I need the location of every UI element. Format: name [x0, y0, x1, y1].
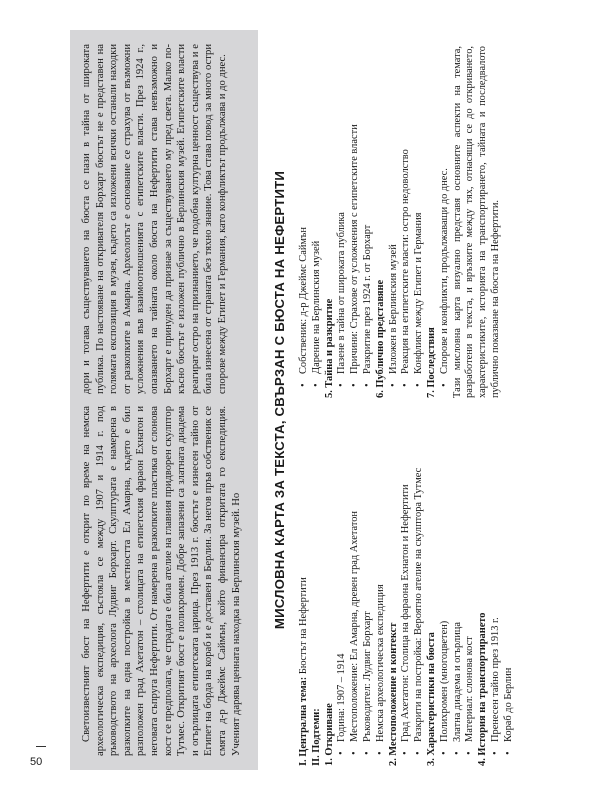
list-item: • Местоположение: Ел Амарна, древен град Ахетатон — [349, 414, 362, 766]
closing-paragraph: Тази мисловна карта визуално представя основните аспекти на темата, разработени в текста, и връзките между тях, отнасящи се до откриването, характеристиките, историята на транспортирането, тайната и последвалото публично показване на бюста на Нефертити. — [451, 46, 501, 398]
list-item: • Пазене в тайна от широката публика — [336, 46, 349, 398]
section-heading: 5. Тайна и разкритие — [323, 298, 335, 398]
page-number: 50 — [30, 756, 43, 768]
section-heading: 2. Местоположение и контекст — [387, 622, 399, 766]
central-topic-label: I. Централна тема: — [298, 676, 309, 766]
list-item: • Златна диадема и огърлица — [452, 414, 465, 766]
list-item: • Материал: слонова кост — [464, 414, 477, 766]
box-column-left — [80, 406, 243, 756]
text-box — [70, 30, 258, 770]
central-topic — [298, 414, 311, 766]
section-heading: 4. История на транспортирането — [477, 612, 489, 766]
list-item: • Спорове и конфликти, продължаващи до днес. — [439, 46, 452, 398]
mind-map-title: МИСЛОВНА КАРТА ЗА ТЕКСТА, СВЪРЗАН С БЮСТА НА НЕФЕРТИТИ — [272, 170, 287, 630]
mind-map-column-left — [298, 414, 516, 766]
page-rule — [36, 746, 46, 747]
box-paragraph-right: дори и тогава съществуването на бюста се пази в тайна от широката публика. По настояване на откривателя Борхарт бюстът не е представен на голямата експозиция в музея, където са изложени всички останали находки от разкопките в Амарна. Археологът е основание се страхува от възможни усложнения във взаимоотношенията с египетските власти. През 1924 г., опазването на тайната около бюста на Нефертити става невъзможно и Борхарт е принуден да признае за съществуването му пред света. Малко по-късно бюстът е изложен публично в Берлинския музей. Египетските власти реагират остро на признанието, че подобна културна ценност съществува и е била изнесена от страната без тяхно знание. Това става повод за много остри спорове между Египет и Германия, като конфликтът продължава и до днес. — [81, 44, 228, 394]
list-item: • Реакция на египетските власти: остро недоволство — [400, 46, 413, 398]
list-item: • Дарение на Берлинския музей — [311, 46, 324, 398]
list-item: • Собственик: д-р Джеймс Саймън — [298, 46, 311, 398]
list-item: • Година: 1907 – 1914 — [336, 414, 349, 766]
list-item: • Пренесен тайно през 1913 г. — [490, 414, 503, 766]
section-heading: 3. Характеристики на бюста — [425, 632, 437, 766]
box-column-right — [80, 44, 230, 394]
list-item: • Град Ахетатон: Столица на фараона Ехнатон и Нефертити — [400, 414, 413, 766]
subtopics-heading: II. Подтеми: — [310, 708, 322, 766]
list-item: • Причини: Страхове от усложнения с египетските власти — [349, 46, 362, 398]
list-item: • Изложен в Берлинския музей — [388, 46, 401, 398]
section-heading: 7. Последствия — [425, 327, 437, 398]
list-item: • Разкритие през 1924 г. от Борхарт — [362, 46, 375, 398]
box-paragraph-left: Светоизвестният бюст на Нефертити е открит по време на немска археологическа експедиция, състояла се между 1907 и 1914 г. под ръководството на археолога Лудвиг Борхарт. Скулптурата е намерена в разкопките на една постройка в местността Ел Амарна, където е бил разположен град Ахетатон – столицата на египетския фараон Ехнатон и неговата съпруга Нефертити. От намерена в разкопките пластика от слонова кост се предполага, че сградата е била ателие на главния придворен скулптор Тутмес. Откритият бюст е полихромен. Добре запазени са златната диадема и огърлицата египетската царица. През 1913 г. бюстът е изнесен тайно от Египет на борда на кораб и е доставен в Берлин. За негов пръв собственик се смята д-р Джеймс Саймън, който финансира откритата го експедиция. Ученият дарява ценната находка на Берлинския музей. Но — [81, 406, 242, 756]
list-item: • Конфликт между Египет и Германия — [413, 46, 426, 398]
list-item: • Ръководител: Лудвиг Борхарт — [362, 414, 375, 766]
list-item: • Разкрити на постройка: Вероятно ателие на скулптора Тутмес — [413, 414, 426, 766]
list-item: • Полихромен (многоцветен) — [439, 414, 452, 766]
section-heading: 6. Публично представяне — [374, 279, 386, 398]
list-item: • Немска археологическа експедиция — [375, 414, 388, 766]
central-topic-value: Бюстът на Нефертити — [298, 577, 309, 677]
rotated-page-content — [70, 8, 540, 790]
list-item: • Кораб до Берлин — [503, 414, 516, 766]
mind-map-column-right — [298, 46, 503, 398]
section-heading: 1. Откриване — [323, 703, 335, 766]
